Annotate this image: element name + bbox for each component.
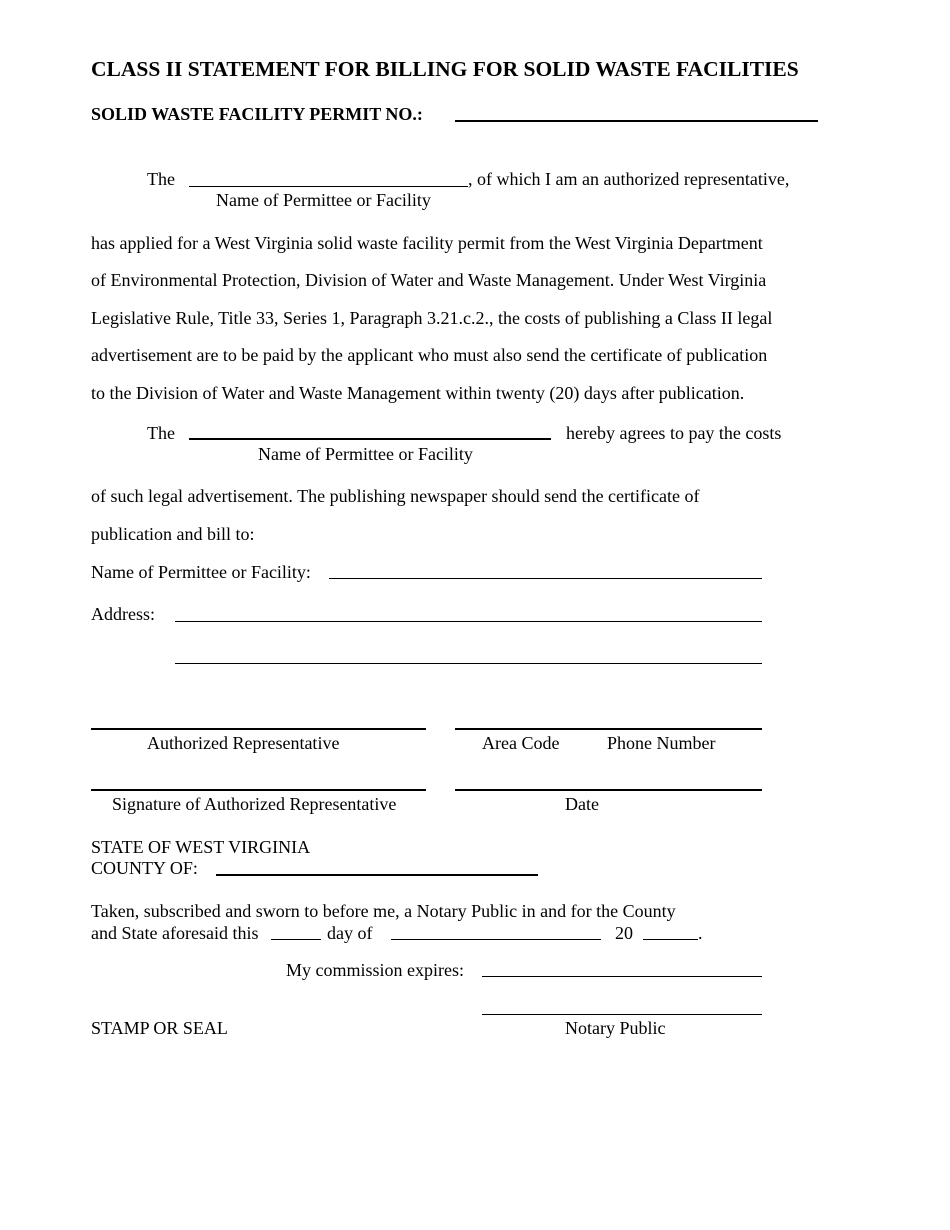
notary-public-caption: Notary Public — [565, 1018, 666, 1038]
phone-field[interactable] — [455, 728, 762, 730]
permittee-name-field-2[interactable] — [189, 438, 551, 440]
address-field-line-1[interactable] — [175, 621, 762, 622]
sworn-line-1: Taken, subscribed and sworn to before me, a Notary Public in and for the County — [91, 901, 676, 921]
month-field[interactable] — [391, 939, 601, 940]
year-field[interactable] — [643, 939, 698, 940]
sworn-line-2d: . — [698, 923, 703, 943]
permit-number-label: SOLID WASTE FACILITY PERMIT NO.: — [91, 104, 423, 124]
para1-tail: , of which I am an authorized representative, — [468, 169, 790, 189]
body-line-5: to the Division of Water and Waste Management within twenty (20) days after publication. — [91, 383, 745, 403]
body-line-4: advertisement are to be paid by the applicant who must also send the certificate of publication — [91, 345, 768, 365]
county-field[interactable] — [216, 874, 538, 876]
body2-line-1: of such legal advertisement. The publishing newspaper should send the certificate of — [91, 486, 700, 506]
authorized-rep-caption: Authorized Representative — [147, 733, 340, 753]
signature-field[interactable] — [91, 789, 426, 791]
para1-caption: Name of Permittee or Facility — [216, 190, 431, 210]
permittee-name-field-1[interactable] — [189, 186, 468, 187]
state-label: STATE OF WEST VIRGINIA — [91, 837, 311, 857]
date-field[interactable] — [455, 789, 762, 791]
billing-name-label: Name of Permittee or Facility: — [91, 562, 311, 582]
form-title: CLASS II STATEMENT FOR BILLING FOR SOLID WASTE FACILITIES — [91, 57, 799, 81]
notary-signature-field[interactable] — [482, 1014, 762, 1015]
permit-number-field[interactable] — [455, 120, 818, 122]
para1-lead: The — [147, 169, 175, 189]
authorized-rep-field[interactable] — [91, 728, 426, 730]
commission-expires-field[interactable] — [482, 976, 762, 977]
day-field[interactable] — [271, 939, 321, 940]
address-field-line-2[interactable] — [175, 663, 762, 664]
sworn-line-2a: and State aforesaid this — [91, 923, 259, 943]
stamp-seal-label: STAMP OR SEAL — [91, 1018, 228, 1038]
phone-number-caption: Phone Number — [607, 733, 716, 753]
body2-line-2: publication and bill to: — [91, 524, 255, 544]
body-line-2: of Environmental Protection, Division of Water and Waste Management. Under West Virginia — [91, 270, 767, 290]
date-caption: Date — [565, 794, 599, 814]
para2-caption: Name of Permittee or Facility — [258, 444, 473, 464]
para2-lead: The — [147, 423, 175, 443]
billing-name-field[interactable] — [329, 578, 762, 579]
sworn-line-2b: day of — [327, 923, 373, 943]
para2-tail: hereby agrees to pay the costs — [566, 423, 782, 443]
body-line-1: has applied for a West Virginia solid waste facility permit from the West Virginia Department — [91, 233, 763, 253]
county-label: COUNTY OF: — [91, 858, 198, 878]
body-line-3: Legislative Rule, Title 33, Series 1, Paragraph 3.21.c.2., the costs of publishing a Class II legal — [91, 308, 773, 328]
commission-label: My commission expires: — [286, 960, 464, 980]
sworn-line-2c: 20 — [615, 923, 633, 943]
address-label: Address: — [91, 604, 155, 624]
signature-caption: Signature of Authorized Representative — [112, 794, 397, 814]
area-code-caption: Area Code — [482, 733, 560, 753]
